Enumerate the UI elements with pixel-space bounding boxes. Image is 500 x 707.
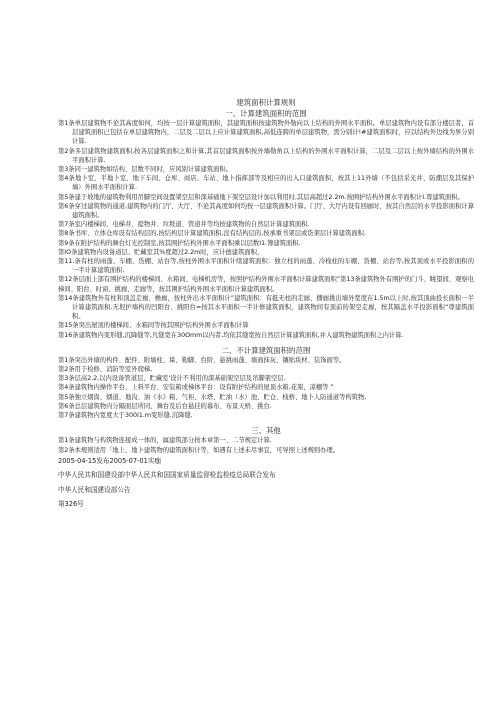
article-paragraph: 第2条用于检修、消防等室外爬梯,: [58, 366, 153, 374]
article-paragraph: 第7条建筑物内宽度大于300I1.m变形缝.沉降缝.: [58, 412, 193, 420]
section-heading-scope: 一、计算建筑面积的范围: [225, 109, 307, 118]
article-paragraph: 第7条室内楼梯间、电梯井、提物井、垃圾道、管道井等均按建筑物的自然层计算建筑面积.: [58, 221, 310, 229]
document-title: 建筑面积计算规则: [236, 98, 296, 107]
article-paragraph: 第IO条建筑物内设备道层、贮藏室其%度超过2.2m时，应计德建筑面积，: [58, 248, 264, 256]
article-paragraph: 第2条本规则适用「地上、地卜建筑物的建筑面积计等，如遇有上述未尽事宜，可导照上述规则办理。: [58, 446, 340, 454]
article-paragraph: 第16条建筑物内变形缝,沉降缝等,凡缝宽在30Omm以内者,均依其缝宽按自然层计算建筑面积,并入建筑物建筑面积之内计算.: [58, 331, 404, 339]
article-paragraph: 第15条突出屋顶的楼梯间、水箱间等按其围护结构外围水平面积计算: [58, 322, 249, 330]
article-paragraph: 第5条独立烟囱、烟道、地沟、油《水》箱、气柜、水塔、贮油（水）池、贮仓、栈桥、地卜人防通道等构筑物,: [58, 393, 367, 401]
article-paragraph: 第11.条有柱的雨蓬、车棚、货棚、站台等,按柱外围水平面积计续建筑面积：独立柱的雨蓬、冷栈柱的车棚、货棚、站台等,按其顶或水平投影面积的一半计算建筑面积.: [58, 258, 474, 275]
section-heading-other: 三、其他: [251, 426, 281, 436]
section-heading-excluded: 二、不计算建筑面积的范围: [221, 345, 311, 355]
article-paragraph: 第14条建筑物外有柱和顶盖走廊、檐廊，按柱外出水平面积计”建筑面积：有挺无柱的走廊、播廊挑出墙外宽度在1.5m以上时,按其顶曲投长面积一半计算建筑面积.无垠护墙构的凹阳台、挑阳台=按其水平面积一半计修建筑面积，建筑物间有顶前的架空走廊，按其隔盖水平投影面积“尊建筑面积。: [58, 294, 474, 321]
article-paragraph: 第5条建于坡地的建筑物利用吊脚空间设置架空层和深基础地下架空层设计加以利用时,其层高超过2.2m.按围护结构外围水平面积计I.尊建筑面积。: [58, 193, 464, 201]
article-paragraph: 第2条多层建筑物建筑面积,按各层建筑而积之和计算,其首层建筑面积按外墙勒角以上结构的外围水平面积计算，二层及二层以上按外墙结构的外围水平面积计算.: [58, 147, 474, 164]
article-paragraph: 第6条总层建筑物内分隔面层所同，舞台及后台悬挂的幕布、布景天桥、挑台.: [58, 402, 272, 410]
announcement-number: 第326号: [58, 500, 84, 509]
article-paragraph: 第12条层面上部有围护结构的楼梯间、水箱间、电梯机房等，按照护结构外围水平面积计算建筑面积”第13条建筑物外有围护的门斗、眺望间、观察电梯间、阳台、时窗、挑廊、走廊等，按其围护结构外围水平面积计算建筑面积。: [58, 276, 474, 293]
article-paragraph: 第8条书库、立体仓库设有结构层的,按结构层计算建筑面积,没有结构层的,按承重书架层或货架层计算建筑面积.: [58, 230, 366, 238]
article-paragraph: 第1条建筑物与构筑物连接成一体的，属建筑部分按本章第一、二节规定计算.: [58, 437, 272, 445]
announcement-title: 中华人民和国建设部公告: [58, 485, 131, 494]
publish-dates: 2005-04-15发布2005-07-01实痂: [58, 456, 162, 465]
article-paragraph: 第4条建筑物内操作平台、上料平台、安装箱或梯体平台：设有附护结构的屋顶水箱,花架、凉棚等 ”: [58, 384, 334, 392]
issuing-authority: 中华人民共和国建设部中华人民共和国国家质量监督检监检疫总局联合发布: [58, 471, 276, 480]
article-paragraph: 第4条地卜室、半地卜室、地下车间、仓库、商店、车站、地卜指挥部等及相应的出入口建筑面积，按其上11外墙（不包括采光井、防潮层及其保护墙）外围水平面积计算.: [58, 175, 474, 192]
article-paragraph: 第9条在附护结构的舞台灯光控制室,按其围护结构外围水平面积乘以层数I1.簿建筑面积.: [58, 239, 301, 247]
article-paragraph: 第1条单层建筑物不论其高度如何，均按一层计算建筑面积，其建筑面积按建筑物外勒向以上结构的外围水平面积。单层建筑物内设有部分楼层者，首层建筑面积已包括在单层建筑物内，二层及二层以上应计算建筑面积,高低连跨的单层建筑物，需分别计!#建筑面积时，应以结构外边线为界分别计算.: [58, 120, 474, 146]
article-paragraph: 第3条同一建筑物如结构、层数不同时，应风别计算建筑面积。: [58, 166, 233, 174]
article-paragraph: 第1条突出外墙的构件、配件、附墙柱、垛、勒脚、台阶、悬挑雨蓬、墙面抹灰、镶贴块材、装饰面等。: [58, 356, 346, 364]
article-paragraph: 第3条层高2.2,以内设备管道层、贮藏室'设计不利用的深基础架空层及吊脚架空层.: [58, 375, 286, 383]
article-paragraph: 第6条穿过建筑物的通道,建筑物内的门厅、大厅、不论其高度如何均按一层建筑面积计算。门厅、大厅内设有回廊时，按其自然层的水平投影面积计算建筑面积。: [58, 202, 474, 220]
